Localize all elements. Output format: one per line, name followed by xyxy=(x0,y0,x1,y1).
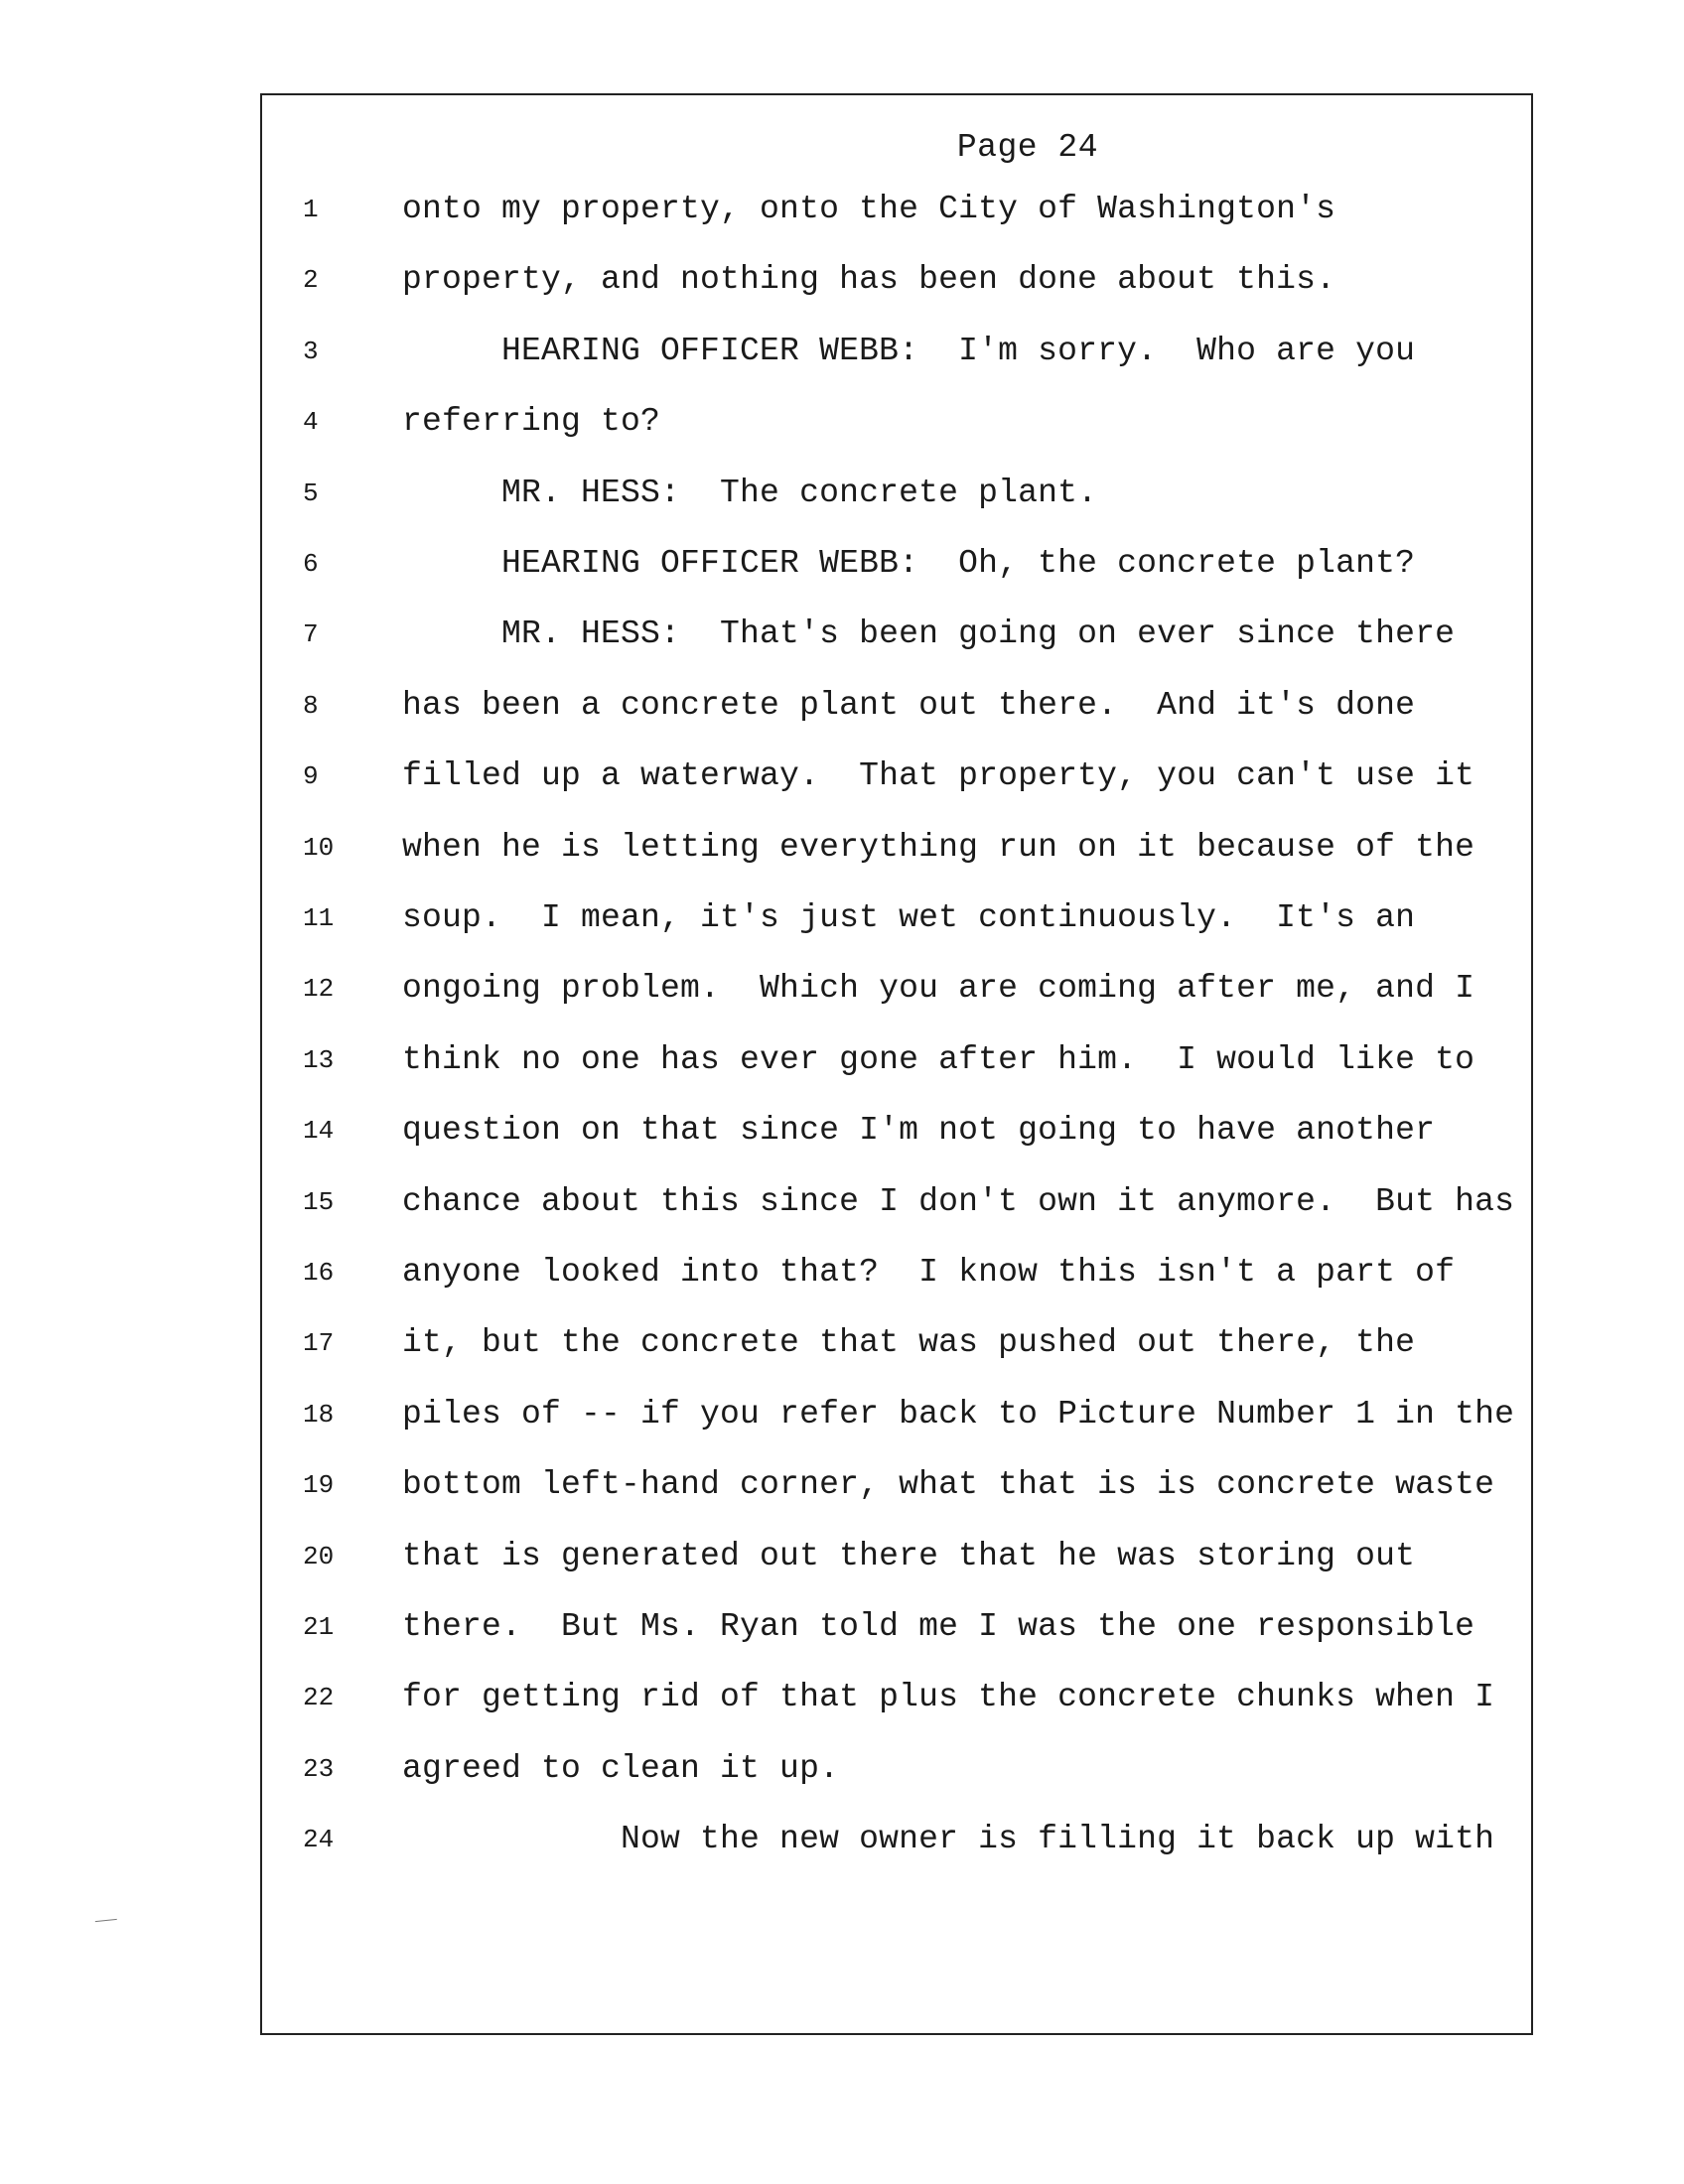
transcript-line xyxy=(0,545,1684,620)
line-number: 11 xyxy=(303,903,335,933)
line-text: think no one has ever gone after him. I would like to xyxy=(402,1041,1475,1078)
line-text: there. But Ms. Ryan told me I was the one responsible xyxy=(402,1608,1475,1645)
transcript-line xyxy=(0,333,1684,408)
line-number: 7 xyxy=(303,619,319,649)
transcript-line xyxy=(0,1750,1684,1826)
transcript-line xyxy=(0,1254,1684,1329)
line-text: ongoing problem. Which you are coming after me, and I xyxy=(402,970,1475,1007)
line-text: Now the new owner is filling it back up with xyxy=(402,1821,1495,1857)
transcript-line xyxy=(0,403,1684,478)
transcript-line xyxy=(0,1183,1684,1259)
line-text: soup. I mean, it's just wet continuously. It's an xyxy=(402,899,1416,936)
line-text: for getting rid of that plus the concrete chunks when I xyxy=(402,1679,1495,1715)
transcript-line xyxy=(0,1396,1684,1471)
line-text: when he is letting everything run on it because of the xyxy=(402,829,1475,866)
transcript-line xyxy=(0,475,1684,550)
scan-artifact-mark xyxy=(95,1919,117,1926)
line-number: 18 xyxy=(303,1400,335,1430)
line-number: 15 xyxy=(303,1187,335,1217)
page-number: Page 24 xyxy=(956,129,1098,166)
line-number: 13 xyxy=(303,1045,335,1075)
line-number: 5 xyxy=(303,478,319,508)
line-text: onto my property, onto the City of Washington's xyxy=(402,191,1336,227)
line-number: 17 xyxy=(303,1328,335,1358)
line-number: 16 xyxy=(303,1258,335,1288)
line-number: 2 xyxy=(303,265,319,295)
transcript-line xyxy=(0,191,1684,266)
transcript-line xyxy=(0,615,1684,691)
line-number: 8 xyxy=(303,691,319,721)
line-text: piles of -- if you refer back to Picture Number 1 in the xyxy=(402,1396,1515,1433)
line-text: HEARING OFFICER WEBB: Oh, the concrete plant? xyxy=(402,545,1416,582)
line-text: MR. HESS: That's been going on ever since there xyxy=(402,615,1456,652)
line-number: 12 xyxy=(303,974,335,1004)
line-text: has been a concrete plant out there. And it's done xyxy=(402,687,1416,724)
line-text: filled up a waterway. That property, you can't use it xyxy=(402,757,1475,794)
line-text: agreed to clean it up. xyxy=(402,1750,840,1787)
line-text: bottom left-hand corner, what that is is concrete waste xyxy=(402,1466,1495,1503)
line-number: 1 xyxy=(303,195,319,224)
transcript-line xyxy=(0,1679,1684,1754)
transcript-line xyxy=(0,1112,1684,1187)
transcript-line xyxy=(0,261,1684,337)
transcript-line xyxy=(0,1324,1684,1400)
line-number: 14 xyxy=(303,1116,335,1146)
line-text: HEARING OFFICER WEBB: I'm sorry. Who are you xyxy=(402,333,1416,369)
line-number: 24 xyxy=(303,1825,335,1854)
line-text: MR. HESS: The concrete plant. xyxy=(402,475,1098,511)
line-number: 3 xyxy=(303,337,319,366)
line-number: 10 xyxy=(303,833,335,863)
transcript-line xyxy=(0,899,1684,975)
line-text: referring to? xyxy=(402,403,661,440)
transcript-line xyxy=(0,1041,1684,1117)
line-text: it, but the concrete that was pushed out there, the xyxy=(402,1324,1416,1361)
line-number: 23 xyxy=(303,1754,335,1784)
line-text: property, and nothing has been done about this. xyxy=(402,261,1336,298)
transcript-line xyxy=(0,1821,1684,1896)
line-number: 19 xyxy=(303,1470,335,1500)
transcript-line xyxy=(0,1466,1684,1542)
line-number: 6 xyxy=(303,549,319,579)
line-text: anyone looked into that? I know this isn't a part of xyxy=(402,1254,1456,1291)
line-number: 4 xyxy=(303,407,319,437)
line-number: 20 xyxy=(303,1542,335,1571)
transcript-line xyxy=(0,1608,1684,1684)
line-number: 22 xyxy=(303,1683,335,1712)
transcript-line xyxy=(0,757,1684,833)
transcript-line xyxy=(0,970,1684,1045)
line-number: 9 xyxy=(303,761,319,791)
line-text: that is generated out there that he was storing out xyxy=(402,1538,1416,1574)
line-number: 21 xyxy=(303,1612,335,1642)
line-text: chance about this since I don't own it anymore. But has xyxy=(402,1183,1515,1220)
transcript-line xyxy=(0,687,1684,762)
line-text: question on that since I'm not going to have another xyxy=(402,1112,1436,1149)
transcript-line xyxy=(0,829,1684,904)
transcript-line xyxy=(0,1538,1684,1613)
